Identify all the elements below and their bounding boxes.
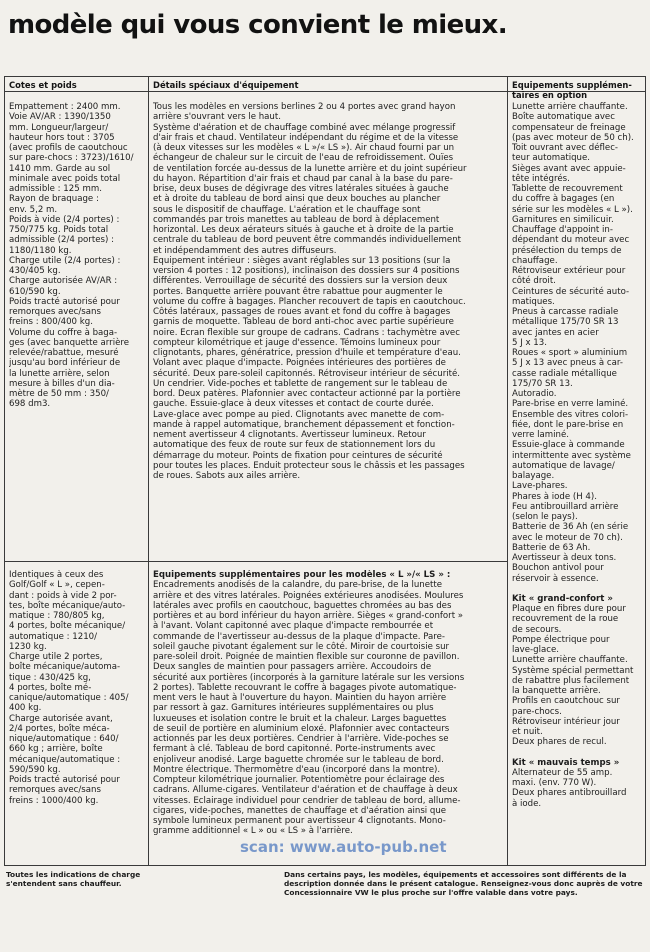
- kit-line: Alternateur de 55 amp.: [512, 767, 613, 778]
- option-line: présélection du temps de: [512, 245, 622, 256]
- option-line: Bouchon antivol pour: [512, 563, 604, 574]
- dimension-line: mesure à billes d'un dia-: [9, 378, 115, 389]
- detail-line: brise, deux buses de dégivrage des vitres latérales situées à gauche: [153, 184, 449, 194]
- option-line: du coffre à bagages (en: [512, 194, 615, 205]
- dimension-line: 430/405 kg.: [9, 266, 61, 276]
- detail-line: Lave-glace avec pompe au pied. Clignotants avec manette de com-: [153, 409, 445, 420]
- option-line: verre laminé.: [512, 430, 569, 440]
- detail-line: de seuil de portière en aluminium eloxé. Plafonnier avec contacteurs: [153, 723, 450, 734]
- option-line: Roues « sport » aluminium: [512, 348, 628, 358]
- dimension-line: Golf/Golf « L », cepen-: [9, 580, 105, 591]
- option-line: Toit ouvrant avec déflec-: [512, 143, 619, 153]
- detail-line: arrière et des vitres latérales. Poignées extérieures anodisées. Moulures: [153, 590, 464, 601]
- detail-line: luxueuses et isolation contre le bruit et la chaleur. Larges baguettes: [153, 713, 447, 724]
- option-line: Boîte automatique avec: [512, 112, 615, 123]
- option-line: métallique 175/70 SR 13: [512, 317, 619, 328]
- option-line: avec le moteur de 70 ch).: [512, 532, 623, 543]
- dimension-line: nique/automatique : 640/: [9, 734, 119, 744]
- detail-line: Volant avec plaque d'impacte. Poignées intérieures des portières de: [153, 358, 446, 369]
- option-line: (selon le pays).: [512, 512, 578, 522]
- detail-line: portes. Banquette arrière pouvant être rabattue pour augmenter le: [153, 286, 443, 297]
- dimension-line: freins : 800/400 kg.: [9, 317, 93, 328]
- dimension-line: hauteur hors tout : 3705: [9, 132, 115, 143]
- scan-watermark: scan: www.auto-pub.net: [240, 838, 447, 856]
- detail-line: centrale du tableau de bord peuvent être commandés individuellement: [153, 235, 462, 246]
- dimension-line: Volume du coffre à baga-: [9, 327, 118, 338]
- dimension-line: tes, boîte mécanique/auto-: [9, 600, 126, 611]
- option-line: Autoradio.: [512, 389, 557, 399]
- detail-line: bord. Deux patères. Plafonnier avec contacteur actionné par la portière: [153, 389, 461, 399]
- option-line: Pneus à carcasse radiale: [512, 307, 619, 317]
- detail-line: différentes. Verrouillage de sécurité des dossiers sur la version deux: [153, 276, 448, 287]
- option-line: 5 J x 13 avec pneus à car-: [512, 358, 623, 369]
- detail-line: Compteur kilométrique journalier. Potentiomètre pour éclairage des: [153, 775, 445, 785]
- dimension-line: remorques avec/sans: [9, 307, 101, 317]
- detail-line: à l'avant. Volant capitonné avec plaque d'impacte rembourrée et: [153, 621, 434, 632]
- detail-line: arrière s'ouvrant vers le haut.: [153, 112, 281, 123]
- detail-line: et indépendamment des autres diffuseurs.: [153, 245, 337, 256]
- detail-line: nement avertisseur 4 clignotants. Avertisseur lumineux. Retour: [153, 430, 426, 440]
- dimension-line: admissible (2/4 portes) :: [9, 235, 114, 246]
- option-line: Lunette arrière chauffante.: [512, 102, 628, 112]
- kit-line: Profils en caoutchouc sur: [512, 696, 620, 707]
- dimension-line: freins : 1000/400 kg.: [9, 795, 99, 806]
- dimension-line: sur pare-chocs : 3723)/1610/: [9, 153, 134, 164]
- detail-line: cadrans. Allume-cigares. Ventilateur d'aération et de chauffage à deux: [153, 785, 458, 796]
- detail-line: Encadrements anodisés de la calandre, du pare-brise, de la lunette: [153, 580, 443, 591]
- detail-line: sécurité aux portières (incorporés à la garniture latérale sur les versions: [153, 672, 465, 683]
- kit-line: Pompe électrique pour: [512, 634, 610, 645]
- option-line: Batterie de 63 Ah.: [512, 542, 591, 553]
- detail-line: (à deux vitesses sur les modèles « L »/« LS »). Air chaud fourni par un: [153, 143, 455, 153]
- kit-line: Deux phares antibrouillard: [512, 788, 627, 799]
- option-line: série sur les modèles « L »).: [512, 204, 633, 215]
- detail-line: Deux sangles de maintien pour passagers arrière. Accoudoirs de: [153, 662, 432, 673]
- kit-line: pare-chocs.: [512, 706, 562, 717]
- details-l-title: Equipements supplémentaires pour les modèles « L »/« LS » :: [153, 570, 451, 580]
- kit-line: Rétroviseur intérieur jour: [512, 716, 620, 727]
- detail-line: Equipement intérieur : sièges avant réglables sur 13 positions (sur la: [153, 255, 451, 266]
- detail-line: soleil gauche pivotant également sur le côté. Miroir de courtoisie sur: [153, 641, 450, 652]
- dimension-line: remorques avec/sans: [9, 785, 101, 796]
- detail-line: 2 portes). Tablette recouvrant le coffre à bagages pivote automatique-: [153, 682, 457, 693]
- dimension-line: Voie AV/AR : 1390/1350: [9, 112, 111, 123]
- column-divider-2: [507, 77, 508, 865]
- dimension-line: 2/4 portes, boîte méca-: [9, 723, 110, 734]
- option-line: Pare-brise en verre laminé.: [512, 399, 629, 410]
- detail-line: fermant à clé. Tableau de bord capitonné. Porte-instruments avec: [153, 744, 436, 755]
- dimension-line: admissible : 125 mm.: [9, 184, 102, 194]
- detail-line: d'air frais et chaud. Ventilateur indépendant du régime et de la vitesse: [153, 132, 459, 143]
- option-line: balayage.: [512, 471, 555, 481]
- dimension-line: la lunette arrière, selon: [9, 368, 110, 379]
- detail-line: Côtés latéraux, passages de roues avant et fond du coffre à bagages: [153, 307, 451, 317]
- option-line: côté droit.: [512, 276, 556, 287]
- dimension-line: 590/590 kg.: [9, 764, 61, 775]
- dimension-line: 400 kg.: [9, 703, 42, 714]
- detail-line: mande à rappel automatique, branchement dépassement et fonction-: [153, 419, 455, 430]
- dimension-line: Empattement : 2400 mm.: [9, 102, 121, 112]
- dimension-line: 698 dm3.: [9, 399, 51, 410]
- detail-line: ment vers le haut à l'ouverture du hayon. Maintien du hayon arrière: [153, 693, 447, 703]
- header-details: Détails spéciaux d'équipement: [153, 80, 299, 90]
- dimension-line: mm. Longueur/largeur/: [9, 122, 109, 133]
- dimension-line: Poids tracté autorisé pour: [9, 775, 120, 785]
- detail-line: latérales avec profils en caoutchouc, baguettes chromées au bas des: [153, 600, 452, 611]
- option-line: Feu antibrouillard arrière: [512, 501, 619, 512]
- option-line: Rétroviseur extérieur pour: [512, 266, 626, 276]
- dimension-line: mètre de 50 mm : 350/: [9, 389, 109, 399]
- option-line: Chauffage d'appoint in-: [512, 225, 613, 235]
- option-line: teur automatique.: [512, 153, 591, 164]
- dimension-line: env. 5,2 m.: [9, 204, 58, 215]
- detail-line: gramme additionnel « L » ou « LS » à l'arrière.: [153, 826, 353, 837]
- dimension-line: 660 kg ; arrière, boîte: [9, 744, 103, 755]
- option-line: Ensemble des vitres colori-: [512, 409, 629, 420]
- option-line: dépendant du moteur avec: [512, 235, 630, 246]
- page-headline: modèle qui vous convient le mieux.: [8, 10, 507, 40]
- detail-line: clignotants, phares, génératrice, pression d'huile et température d'eau.: [153, 348, 461, 358]
- option-line: Garnitures en similicuir.: [512, 214, 614, 225]
- option-line: fiée, dont le pare-brise en: [512, 419, 624, 430]
- detail-line: actionnés par les deux portières. Cendrier à l'arrière. Vide-poches se: [153, 734, 449, 744]
- dimension-line: Charge utile 2 portes,: [9, 652, 103, 662]
- dimension-line: dant : poids à vide 2 por-: [9, 590, 117, 601]
- detail-line: commandés par trois manettes au tableau de bord à déplacement: [153, 214, 440, 225]
- option-line: intermittente avec système: [512, 450, 631, 461]
- option-line: Lave-phares.: [512, 481, 568, 492]
- dimension-line: minimale avec poids total: [9, 173, 121, 184]
- kit-mauvais-temps-list: [512, 768, 645, 809]
- dimension-line: Charge autorisée AV/AR :: [9, 276, 118, 287]
- detail-line: symbole lumineux permanent pour avertisseur 4 clignotants. Mono-: [153, 816, 446, 826]
- dimension-line: 750/775 kg. Poids total: [9, 225, 109, 235]
- detail-line: de ventilation forcée au-dessus de la lunette arrière et du joint supérieur: [153, 163, 467, 174]
- column-divider-1: [148, 77, 149, 865]
- option-line: (pas avec moteur de 50 ch).: [512, 132, 634, 143]
- dimension-line: Charge utile (2/4 portes) :: [9, 255, 121, 266]
- option-line: matiques.: [512, 296, 555, 307]
- dimension-line: ges (avec banquette arrière: [9, 337, 130, 348]
- kit-grand-confort-title: Kit « grand-confort »: [512, 593, 613, 604]
- dimension-line: 1180/1180 kg.: [9, 245, 72, 256]
- dimension-line: tique : 430/425 kg,: [9, 672, 91, 683]
- dimension-line: matique : 780/805 kg,: [9, 611, 105, 621]
- option-line: Essuie-glace à commande: [512, 440, 625, 451]
- detail-line: compteur kilométrique et jauge d'essence. Témoins lumineux pour: [153, 337, 441, 348]
- dimensions-standard: [9, 102, 147, 558]
- dimension-line: 610/590 kg.: [9, 286, 61, 297]
- option-line: Phares à iode (H 4).: [512, 491, 597, 502]
- kit-line: maxi. (env. 770 W).: [512, 778, 597, 788]
- dimension-line: relevée/rabattue, mesuré: [9, 348, 119, 358]
- option-line: avec jantes en acier: [512, 327, 599, 338]
- kit-line: Lunette arrière chauffante.: [512, 655, 628, 666]
- kit-line: Deux phares de recul.: [512, 737, 607, 748]
- detail-line: garnis de moquette. Tableau de bord anti-choc avec partie supérieure: [153, 317, 454, 328]
- dimension-line: Identiques à ceux des: [9, 570, 104, 580]
- options-list: [512, 102, 645, 584]
- dimension-line: boîte mécanique/automa-: [9, 662, 121, 673]
- dimension-line: Rayon de braquage :: [9, 194, 99, 205]
- spec-table: [4, 76, 646, 866]
- dimension-line: 4 portes, boîte mé-: [9, 682, 92, 693]
- dimension-line: (avec profils de caoutchouc: [9, 143, 128, 153]
- header-dimensions: Cotes et poids: [9, 80, 77, 90]
- detail-line: et à droite du tableau de bord ainsi que deux bouches au plancher: [153, 194, 441, 205]
- option-line: compensateur de freinage: [512, 122, 626, 133]
- option-line: Sièges avant avec appuie-: [512, 163, 626, 174]
- detail-line: démarrage du moteur. Points de fixation pour ceintures de sécurité: [153, 450, 443, 461]
- footnote-load: Toutes les indications de charge s'entendent sans chauffeur.: [6, 870, 141, 888]
- detail-line: sous le dispositif de chauffage. L'aération et le chauffage sont: [153, 204, 421, 215]
- kit-line: de rabattre plus facilement: [512, 675, 630, 686]
- option-line: Batterie de 36 Ah (en série: [512, 522, 629, 533]
- detail-line: vitesses. Eclairage individuel pour cendrier de tableau de bord, allume-: [153, 795, 461, 806]
- detail-line: Système d'aération et de chauffage combiné avec mélange progressif: [153, 122, 456, 133]
- option-line: casse radiale métallique: [512, 368, 617, 379]
- detail-line: Tous les modèles en versions berlines 2 ou 4 portes avec grand hayon: [153, 102, 456, 112]
- detail-line: enjoliveur anodisé. Large baguette chromée sur le tableau de bord.: [153, 754, 444, 765]
- detail-line: version 4 portes : 12 positions), inclinaison des dossiers sur 4 positions: [153, 266, 460, 276]
- detail-line: volume du coffre à bagages. Plancher recouvert de tapis en caoutchouc.: [153, 296, 466, 307]
- detail-line: Un cendrier. Vide-poches et tablette de rangement sur le tableau de: [153, 378, 448, 389]
- detail-line: gauche. Essuie-glace à deux vitesses et contact de courte durée.: [153, 399, 434, 410]
- kit-line: Plaque en fibres dure pour: [512, 604, 626, 614]
- detail-line: pare-soleil droit. Poignée de maintien flexible sur couronne de pavillon.: [153, 652, 460, 662]
- kit-line: Système spécial permettant: [512, 665, 634, 676]
- dimension-line: 1410 mm. Garde au sol: [9, 163, 111, 174]
- dimension-line: mécanique/automatique :: [9, 754, 121, 765]
- detail-line: échangeur de chaleur sur le circuit de l'eau de refroidissement. Ouïes: [153, 153, 454, 164]
- kit-line: recouvrement de la roue: [512, 614, 619, 625]
- detail-line: noire. Ecran flexible sur groupe de cadrans. Cadrans : tachymètre avec: [153, 327, 460, 338]
- detail-line: de roues. Sabots aux ailes arrière.: [153, 471, 301, 481]
- detail-line: horizontal. Les deux aérateurs situés à gauche et à droite de la partie: [153, 225, 454, 235]
- dimensions-l-models: [9, 570, 147, 860]
- detail-line: automatique des feux de route sur feux de stationnement lors du: [153, 440, 436, 451]
- option-line: 5 J x 13.: [512, 337, 547, 348]
- detail-line: cigares, vide-poches, manettes de chauffage et d'aération ainsi que: [153, 805, 447, 816]
- dimension-line: canique/automatique : 405/: [9, 693, 129, 703]
- dimension-line: Poids à vide (2/4 portes) :: [9, 214, 120, 225]
- option-line: 175/70 SR 13.: [512, 378, 573, 389]
- kit-grand-confort-list: [512, 604, 645, 748]
- header-options: Equipements supplémen- taires en option: [512, 80, 632, 100]
- dimension-line: 1230 kg.: [9, 641, 47, 652]
- detail-line: pour toutes les places. Enduit protecteur sous le châssis et les passages: [153, 460, 465, 471]
- kit-line: à iode.: [512, 798, 542, 809]
- details-l-models: [153, 570, 505, 860]
- dimension-line: 4 portes, boîte mécanique/: [9, 621, 126, 632]
- option-line: Avertisseur à deux tons.: [512, 553, 617, 563]
- detail-line: commande de l'avertisseur au-dessus de la plaque d'impacte. Pare-: [153, 631, 446, 642]
- kit-line: et nuit.: [512, 727, 543, 737]
- detail-line: sécurité. Deux pare-soleil capitonnés. Rétroviseur intérieur de sécurité.: [153, 368, 461, 379]
- footnote-country: Dans certains pays, les modèles, équipements et accessoires sont différents de la description donnée dans le présent catalogue. Renseignez-vous donc auprès de votre Concessionnaire VW le plus proche sur l'offre valable dans votre pays.: [284, 870, 643, 897]
- option-line: tête intégrés.: [512, 173, 570, 184]
- dimension-line: jusqu'au bord inférieur de: [9, 358, 121, 369]
- detail-line: Montre électrique. Thermomètre d'eau (incorporé dans la montre).: [153, 764, 441, 775]
- kit-mauvais-temps-title: Kit « mauvais temps »: [512, 757, 620, 768]
- option-line: Tablette de recouvrement: [512, 184, 623, 194]
- kit-line: lave-glace.: [512, 645, 559, 655]
- options-column: [512, 102, 645, 862]
- details-standard: [153, 102, 505, 558]
- detail-line: portières et au bord inférieur du hayon arrière. Sièges « grand-confort »: [153, 611, 464, 621]
- kit-line: de secours.: [512, 624, 562, 635]
- kit-line: la banquette arrière.: [512, 686, 601, 696]
- option-line: automatique de lavage/: [512, 460, 615, 471]
- dimension-line: automatique : 1210/: [9, 631, 98, 642]
- details-l-text: [153, 580, 505, 836]
- option-line: Ceintures de sécurité auto-: [512, 286, 630, 297]
- option-line: réservoir à essence.: [512, 573, 599, 584]
- detail-line: du hayon. Répartition d'air frais et chaud par canal à la base du pare-: [153, 173, 453, 184]
- dimension-line: Charge autorisée avant,: [9, 713, 113, 724]
- dimension-line: Poids tracté autorisé pour: [9, 296, 120, 307]
- section-rule: [5, 561, 507, 562]
- option-line: chauffage.: [512, 255, 558, 266]
- detail-line: par ressort à gaz. Garnitures intérieures supplémentaires ou plus: [153, 703, 434, 714]
